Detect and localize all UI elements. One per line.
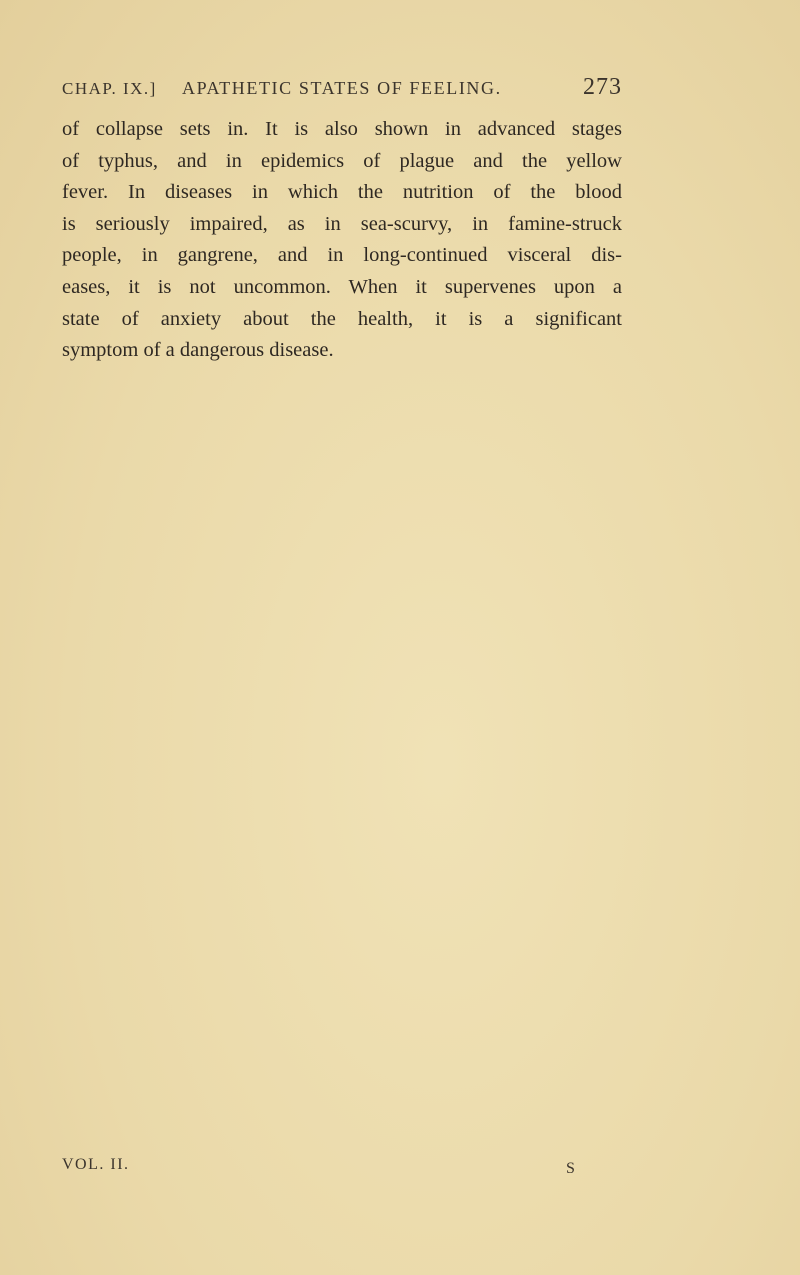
chapter-label: CHAP. IX.]: [62, 79, 157, 98]
text-line: of typhus, and in epidemics of plague and the yellow: [62, 149, 622, 172]
text-line: state of anxiety about the health, it is a significant: [62, 307, 622, 330]
text-line: eases, it is not uncommon. When it supervenes upon a: [62, 275, 622, 298]
page-number: 273: [583, 74, 622, 100]
text-line: is seriously impaired, as in sea-scurvy, in famine-struck: [62, 212, 622, 235]
text-line: symptom of a dangerous disease.: [62, 339, 334, 362]
running-head: [62, 76, 622, 108]
volume-label: VOL. II.: [62, 1156, 130, 1173]
text-line: people, in gangrene, and in long-continued visceral dis-: [62, 244, 622, 267]
signature-mark: S: [566, 1160, 575, 1177]
text-line: of collapse sets in. It is also shown in advanced stages: [62, 118, 622, 140]
body-paragraph: [62, 114, 622, 367]
page-header-title: APATHETIC STATES OF FEELING.: [182, 78, 502, 98]
text-line: fever. In diseases in which the nutrition of the blood: [62, 181, 622, 204]
